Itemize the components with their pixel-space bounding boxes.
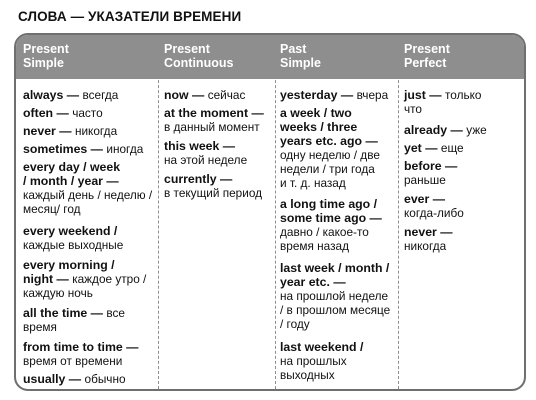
- english-term: last week / month /: [280, 261, 390, 275]
- entry-line: [164, 106, 264, 120]
- entry-line: [23, 372, 126, 386]
- entry-line: [23, 88, 118, 102]
- russian-translation: выходных: [280, 368, 335, 382]
- entry-line: [404, 173, 457, 187]
- russian-translation: что: [404, 102, 422, 116]
- column-divider: [158, 35, 159, 389]
- entry-line: [280, 289, 390, 303]
- time-marker-entry: [404, 88, 481, 116]
- entry-line: [23, 272, 146, 286]
- english-term: / month / year —: [23, 174, 119, 188]
- english-term: all the time —: [23, 306, 107, 320]
- entry-line: [23, 306, 125, 320]
- time-marker-entry: [404, 159, 457, 187]
- entry-line: [164, 186, 262, 200]
- russian-translation: в данный момент: [164, 120, 260, 134]
- entry-line: [23, 258, 146, 272]
- time-marker-entry: [23, 224, 123, 252]
- entry-line: [404, 206, 464, 220]
- entry-line: [404, 225, 453, 239]
- english-term: now —: [164, 88, 208, 102]
- entry-line: [23, 354, 138, 368]
- entry-line: [23, 160, 152, 174]
- table-header-row: [16, 35, 524, 79]
- russian-translation: уже: [466, 123, 487, 137]
- page-title: СЛОВА — УКАЗАТЕЛИ ВРЕМЕНИ: [18, 9, 242, 24]
- entry-line: [23, 286, 146, 300]
- russian-translation: обычно: [84, 372, 126, 386]
- english-term: at the moment —: [164, 106, 264, 120]
- russian-translation: на прошлых: [280, 354, 347, 368]
- russian-translation: когда-либо: [404, 206, 464, 220]
- english-term: already —: [404, 123, 467, 137]
- time-marker-entry: [164, 88, 245, 102]
- english-term: every morning /: [23, 258, 115, 272]
- english-term: year etc. —: [280, 275, 346, 289]
- english-term: a week / two: [280, 106, 352, 120]
- entry-line: [164, 172, 262, 186]
- russian-translation: недели / три года: [280, 162, 375, 176]
- column-present-continuous: [164, 79, 274, 389]
- english-term: yesterday —: [280, 88, 357, 102]
- russian-translation: каждые выходные: [23, 238, 124, 252]
- column-past-simple: [280, 79, 396, 389]
- entry-line: [280, 225, 382, 239]
- entry-line: [280, 134, 380, 148]
- entry-line: [280, 197, 382, 211]
- time-marker-entry: [280, 261, 390, 331]
- russian-translation: иногда: [106, 142, 144, 156]
- entry-line: [280, 148, 380, 162]
- entry-line: [23, 340, 138, 354]
- column-header-present-simple: Present Simple: [23, 42, 69, 70]
- time-marker-entry: [404, 141, 464, 155]
- russian-translation: в текущий период: [164, 186, 263, 200]
- russian-translation: никогда: [404, 239, 447, 253]
- russian-translation: каждый день / неделю /: [23, 188, 153, 202]
- russian-translation: время: [23, 320, 57, 334]
- entry-line: [23, 224, 123, 238]
- column-divider: [275, 35, 276, 389]
- entry-line: [280, 275, 390, 289]
- english-term: often —: [23, 106, 73, 120]
- russian-translation: никогда: [74, 124, 118, 138]
- time-marker-entry: [23, 160, 152, 216]
- time-marker-entry: [404, 225, 453, 253]
- russian-translation: на прошлой неделе: [280, 289, 389, 303]
- entry-line: [280, 211, 382, 225]
- entry-line: [280, 340, 363, 354]
- entry-line: [280, 162, 380, 176]
- entry-line: [280, 354, 363, 368]
- entry-line: [23, 188, 152, 202]
- russian-translation: всегда: [82, 88, 119, 102]
- english-term: weeks / three: [280, 120, 358, 134]
- english-term: always —: [23, 88, 83, 102]
- russian-translation: сейчас: [207, 88, 246, 102]
- english-term: this week —: [164, 139, 236, 153]
- entry-line: [404, 141, 464, 155]
- time-marker-entry: [280, 197, 382, 253]
- entry-line: [23, 202, 152, 216]
- entry-line: [280, 368, 363, 382]
- entry-line: [164, 88, 245, 102]
- russian-translation: каждое утро /: [72, 272, 147, 286]
- russian-translation: все: [106, 306, 125, 320]
- entry-line: [23, 320, 125, 334]
- english-term: night —: [23, 272, 73, 286]
- time-markers-table: [14, 33, 526, 391]
- entry-line: [23, 106, 103, 120]
- time-marker-entry: [23, 106, 103, 120]
- entry-line: [23, 124, 117, 138]
- russian-translation: раньше: [404, 173, 446, 187]
- time-marker-entry: [23, 142, 143, 156]
- entry-line: [23, 142, 143, 156]
- time-marker-entry: [23, 88, 118, 102]
- english-term: every weekend /: [23, 224, 118, 238]
- time-marker-entry: [164, 106, 264, 134]
- english-term: last weekend /: [280, 340, 364, 354]
- column-divider: [398, 35, 399, 389]
- entry-line: [280, 317, 390, 331]
- english-term: every day / week: [23, 160, 121, 174]
- russian-translation: каждую ночь: [23, 286, 93, 300]
- time-marker-entry: [404, 123, 487, 137]
- english-term: before —: [404, 159, 458, 173]
- english-term: years etc. ago —: [280, 134, 378, 148]
- russian-translation: только: [445, 88, 482, 102]
- entry-line: [23, 174, 152, 188]
- russian-translation: время назад: [280, 239, 349, 253]
- entry-line: [404, 192, 464, 206]
- english-term: usually —: [23, 372, 85, 386]
- entry-line: [280, 261, 390, 275]
- time-marker-entry: [23, 258, 146, 300]
- russian-translation: давно / какое-то: [280, 225, 369, 239]
- entry-line: [280, 88, 388, 102]
- entry-line: [280, 120, 380, 134]
- time-marker-entry: [404, 192, 464, 220]
- entry-line: [280, 106, 380, 120]
- english-term: ever —: [404, 192, 446, 206]
- time-marker-entry: [280, 88, 388, 102]
- entry-line: [280, 239, 382, 253]
- entry-line: [280, 176, 380, 190]
- russian-translation: / в прошлом месяце: [280, 303, 391, 317]
- column-present-simple: [23, 79, 155, 389]
- english-term: sometimes —: [23, 142, 107, 156]
- english-term: never —: [23, 124, 75, 138]
- russian-translation: вчера: [356, 88, 389, 102]
- english-term: some time ago —: [280, 211, 382, 225]
- entry-line: [164, 120, 264, 134]
- column-header-present-perfect: Present Perfect: [404, 42, 450, 70]
- english-term: a long time ago /: [280, 197, 378, 211]
- entry-line: [404, 123, 487, 137]
- time-marker-entry: [164, 172, 262, 200]
- time-marker-entry: [23, 306, 125, 334]
- time-marker-entry: [23, 124, 117, 138]
- entry-line: [23, 238, 123, 252]
- english-term: yet —: [404, 141, 441, 155]
- entry-line: [164, 139, 247, 153]
- time-marker-entry: [23, 372, 126, 386]
- russian-translation: одну неделю / две: [280, 148, 380, 162]
- entry-line: [164, 153, 247, 167]
- english-term: never —: [404, 225, 453, 239]
- english-term: just —: [404, 88, 445, 102]
- entry-line: [404, 159, 457, 173]
- entry-line: [404, 239, 453, 253]
- entry-line: [280, 303, 390, 317]
- russian-translation: на этой неделе: [164, 153, 248, 167]
- russian-translation: месяц/ год: [23, 202, 81, 216]
- time-marker-entry: [280, 340, 363, 382]
- russian-translation: и т. д. назад: [280, 176, 346, 190]
- column-header-past-simple: Past Simple: [280, 42, 321, 70]
- english-term: from time to time —: [23, 340, 139, 354]
- entry-line: [404, 102, 481, 116]
- russian-translation: / году: [280, 317, 310, 331]
- russian-translation: время от времени: [23, 354, 123, 368]
- column-present-perfect: [404, 79, 522, 389]
- entry-line: [404, 88, 481, 102]
- russian-translation: еще: [440, 141, 464, 155]
- time-marker-entry: [23, 340, 138, 368]
- english-term: currently —: [164, 172, 233, 186]
- time-marker-entry: [164, 139, 247, 167]
- russian-translation: часто: [72, 106, 103, 120]
- time-marker-entry: [280, 106, 380, 190]
- column-header-present-continuous: Present Continuous: [164, 42, 234, 70]
